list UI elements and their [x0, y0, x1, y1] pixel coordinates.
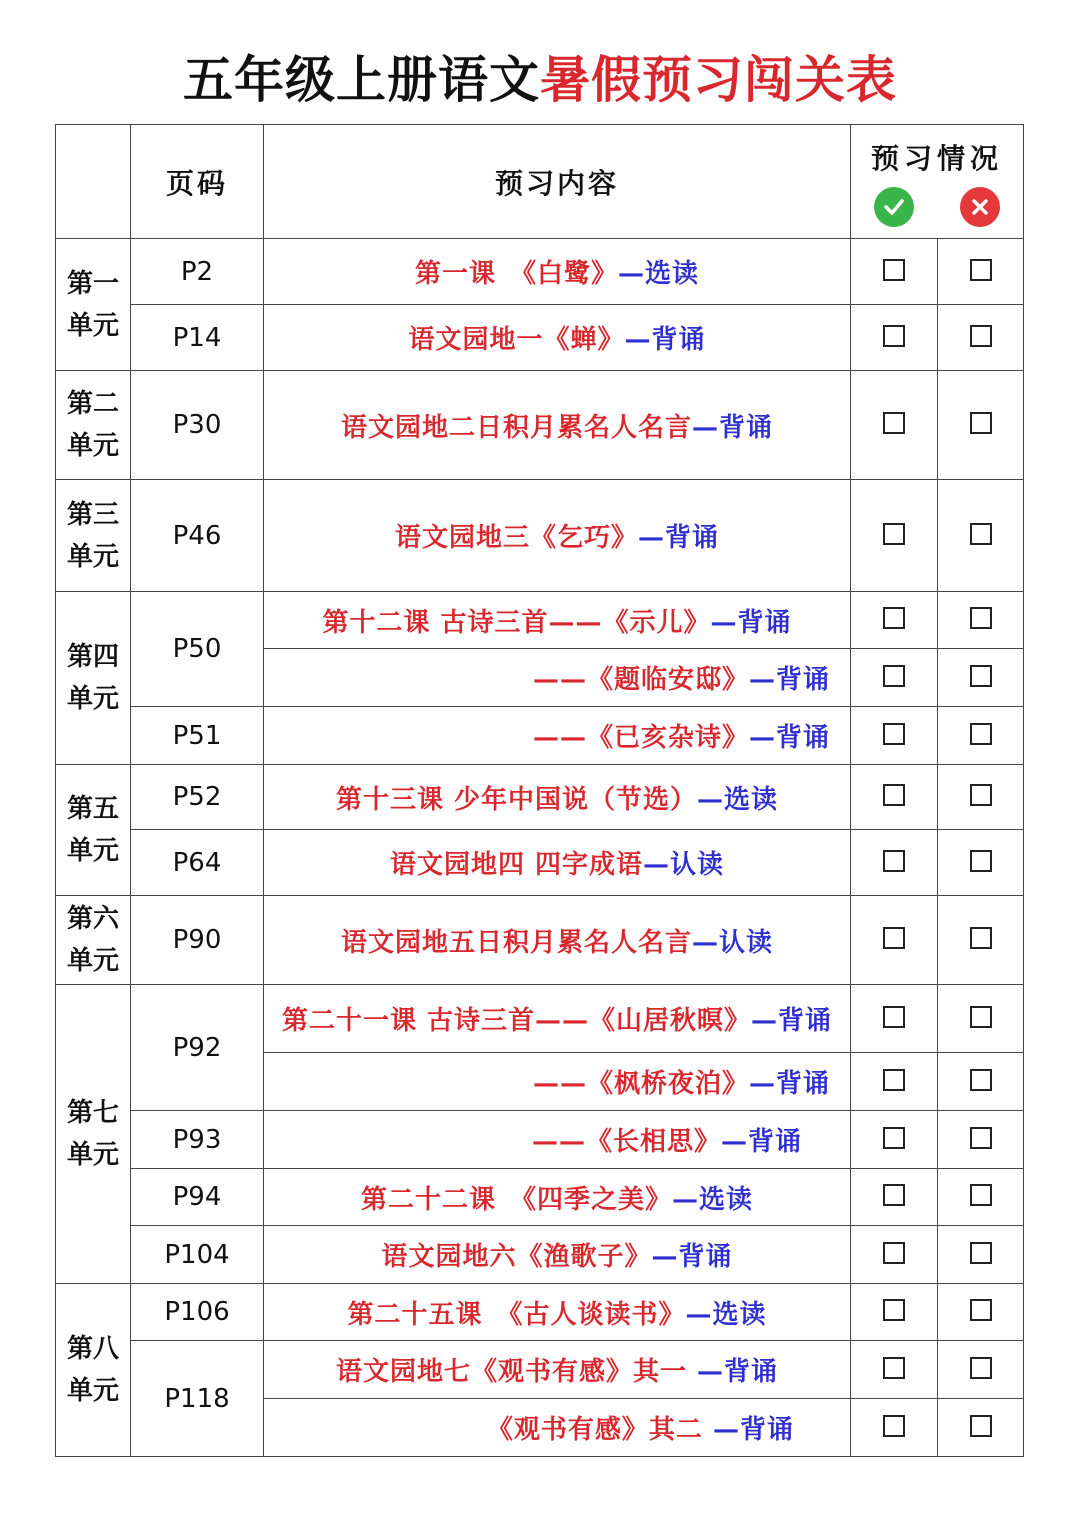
done-cell [851, 896, 938, 985]
done-checkbox[interactable] [883, 723, 905, 745]
not-done-checkbox[interactable] [970, 665, 992, 687]
done-checkbox[interactable] [883, 1415, 905, 1437]
not-done-checkbox[interactable] [970, 523, 992, 545]
table-row [56, 592, 1024, 649]
table-row [56, 985, 1024, 1053]
content-red: 语文园地六《渔歌子》 [381, 1242, 652, 1272]
content-blue: —认读 [643, 850, 725, 880]
not-done-cell [938, 830, 1024, 896]
not-done-checkbox[interactable] [970, 325, 992, 347]
content-cell [264, 371, 851, 480]
page-cell: P92 [131, 985, 264, 1111]
unit-cell: 第六 单元 [56, 896, 131, 985]
page-cell: P118 [131, 1341, 264, 1457]
content-blue: —选读 [618, 259, 700, 289]
done-cell [851, 1399, 938, 1457]
content-cell [264, 1169, 851, 1226]
done-checkbox[interactable] [883, 665, 905, 687]
not-done-checkbox[interactable] [970, 1127, 992, 1149]
page-cell: P52 [131, 765, 264, 830]
done-cell [851, 765, 938, 830]
page-cell: P94 [131, 1169, 264, 1226]
header-unit [56, 125, 131, 239]
content-blue: —背诵 [651, 1242, 733, 1272]
content-blue: —背诵 [710, 607, 792, 638]
content-cell [264, 765, 851, 830]
content-blue: —背诵 [751, 1006, 833, 1036]
not-done-checkbox[interactable] [970, 259, 992, 281]
header-status-label: 预习情况 [871, 141, 1004, 175]
content-cell [264, 1284, 851, 1341]
content-red: 第二十一课 古诗三首——《山居秋暝》 [281, 1006, 752, 1036]
content-red: 语文园地一《蝉》 [408, 325, 625, 355]
done-checkbox[interactable] [883, 259, 905, 281]
header-content: 预习内容 [264, 125, 851, 239]
done-checkbox[interactable] [883, 1184, 905, 1206]
done-cell [851, 371, 938, 480]
not-done-cell [938, 707, 1024, 765]
page-cell: P64 [131, 830, 264, 896]
page-cell: P46 [131, 480, 264, 592]
not-done-checkbox[interactable] [970, 1069, 992, 1091]
content-red: ——《枫桥夜泊》 [532, 1069, 749, 1099]
done-cell [851, 830, 938, 896]
done-cell [851, 1284, 938, 1341]
header-page: 页码 [131, 125, 264, 239]
not-done-checkbox[interactable] [970, 1357, 992, 1379]
table-row [56, 830, 1024, 896]
not-done-checkbox[interactable] [970, 850, 992, 872]
check-icon [874, 187, 914, 227]
table-row [56, 1284, 1024, 1341]
done-cell [851, 1111, 938, 1169]
done-checkbox[interactable] [883, 1006, 905, 1028]
cross-icon [960, 187, 1000, 227]
content-red: ——《长相思》 [531, 1127, 721, 1157]
table-row [56, 1226, 1024, 1284]
content-red: 第十三课 少年中国说（节选） [335, 784, 698, 815]
page-cell: P104 [131, 1226, 264, 1284]
content-cell [264, 1341, 851, 1399]
page-cell: P106 [131, 1284, 264, 1341]
page-cell: P30 [131, 371, 264, 480]
unit-cell: 第二 单元 [56, 371, 131, 480]
study-plan-table [55, 124, 1024, 1457]
header-status [851, 125, 1024, 239]
content-cell [264, 896, 851, 985]
not-done-checkbox[interactable] [970, 927, 992, 949]
page-cell: P93 [131, 1111, 264, 1169]
not-done-checkbox[interactable] [970, 1006, 992, 1028]
not-done-checkbox[interactable] [970, 607, 992, 629]
not-done-cell [938, 896, 1024, 985]
not-done-cell [938, 985, 1024, 1053]
content-blue: —背诵 [712, 1415, 794, 1445]
content-cell [264, 649, 851, 707]
unit-cell: 第五 单元 [56, 765, 131, 896]
not-done-checkbox[interactable] [970, 1415, 992, 1437]
done-cell [851, 649, 938, 707]
content-red: 语文园地七《观书有感》其一 [335, 1357, 698, 1387]
content-cell [264, 985, 851, 1053]
done-checkbox[interactable] [883, 607, 905, 629]
page-cell: P2 [131, 239, 264, 305]
not-done-checkbox[interactable] [970, 784, 992, 806]
table-row [56, 1169, 1024, 1226]
done-checkbox[interactable] [883, 412, 905, 434]
done-cell [851, 1169, 938, 1226]
done-checkbox[interactable] [883, 523, 905, 545]
done-cell [851, 592, 938, 649]
not-done-cell [938, 1053, 1024, 1111]
content-red: ——《题临安邸》 [532, 665, 749, 695]
table-row [56, 765, 1024, 830]
done-cell [851, 707, 938, 765]
done-cell [851, 480, 938, 592]
content-cell [264, 1111, 851, 1169]
not-done-cell [938, 1111, 1024, 1169]
table-row [56, 371, 1024, 480]
content-blue: —背诵 [748, 723, 830, 753]
done-checkbox[interactable] [883, 1242, 905, 1264]
done-checkbox[interactable] [883, 325, 905, 347]
done-checkbox[interactable] [883, 1299, 905, 1321]
content-blue: —选读 [685, 1299, 767, 1330]
not-done-cell [938, 480, 1024, 592]
title-red-part: 暑假预习闯关表 [540, 50, 897, 109]
not-done-checkbox[interactable] [970, 1299, 992, 1321]
done-cell [851, 1053, 938, 1111]
table-row [56, 239, 1024, 305]
not-done-cell [938, 1341, 1024, 1399]
content-cell [264, 1226, 851, 1284]
content-blue: —选读 [672, 1184, 754, 1215]
not-done-checkbox[interactable] [970, 1242, 992, 1264]
content-cell [264, 1399, 851, 1457]
done-cell [851, 305, 938, 371]
content-cell [264, 305, 851, 371]
content-cell [264, 830, 851, 896]
content-blue: —选读 [697, 784, 779, 815]
done-cell [851, 1226, 938, 1284]
content-cell [264, 480, 851, 592]
content-blue: —背诵 [748, 1069, 830, 1099]
not-done-cell [938, 1399, 1024, 1457]
page-title [0, 40, 1080, 120]
title-black-part: 五年级上册语文 [183, 50, 540, 109]
content-blue: —认读 [692, 927, 774, 958]
not-done-cell [938, 649, 1024, 707]
page-cell: P50 [131, 592, 264, 707]
not-done-cell [938, 1226, 1024, 1284]
not-done-checkbox[interactable] [970, 412, 992, 434]
done-checkbox[interactable] [883, 784, 905, 806]
not-done-cell [938, 592, 1024, 649]
content-red: 《观书有感》其二 [486, 1415, 713, 1445]
unit-cell: 第一 单元 [56, 239, 131, 371]
table-row [56, 305, 1024, 371]
content-blue: —背诵 [748, 665, 830, 695]
done-checkbox[interactable] [883, 927, 905, 949]
content-red: 语文园地二日积月累名人名言 [340, 412, 692, 443]
content-red: ——《已亥杂诗》 [532, 723, 749, 753]
table-row [56, 480, 1024, 592]
done-cell [851, 985, 938, 1053]
not-done-checkbox[interactable] [970, 723, 992, 745]
table-row [56, 1341, 1024, 1399]
not-done-cell [938, 1284, 1024, 1341]
unit-cell: 第四 单元 [56, 592, 131, 765]
content-red: 第十二课 古诗三首——《示儿》 [322, 607, 711, 638]
content-blue: —背诵 [692, 412, 774, 443]
unit-cell: 第三 单元 [56, 480, 131, 592]
content-blue: —背诵 [697, 1357, 779, 1387]
not-done-cell [938, 765, 1024, 830]
page-cell: P90 [131, 896, 264, 985]
content-blue: —背诵 [638, 523, 720, 553]
done-checkbox[interactable] [883, 1357, 905, 1379]
table-row [56, 896, 1024, 985]
content-cell [264, 1053, 851, 1111]
done-cell [851, 239, 938, 305]
done-checkbox[interactable] [883, 850, 905, 872]
content-red: 第一课 《白鹭》 [414, 259, 618, 289]
content-red: 第二十二课 《四季之美》 [360, 1184, 672, 1215]
unit-cell: 第七 单元 [56, 985, 131, 1284]
page-cell: P51 [131, 707, 264, 765]
done-cell [851, 1341, 938, 1399]
content-cell [264, 707, 851, 765]
content-red: 第二十五课 《古人谈读书》 [347, 1299, 686, 1330]
content-cell [264, 592, 851, 649]
content-red: 语文园地五日积月累名人名言 [340, 927, 692, 958]
page-cell: P14 [131, 305, 264, 371]
unit-cell: 第八 单元 [56, 1284, 131, 1457]
not-done-cell [938, 1169, 1024, 1226]
content-blue: —背诵 [624, 325, 706, 355]
content-blue: —背诵 [720, 1127, 802, 1157]
content-cell [264, 239, 851, 305]
not-done-cell [938, 371, 1024, 480]
header-row [56, 125, 1024, 239]
table-row [56, 707, 1024, 765]
not-done-cell [938, 239, 1024, 305]
done-checkbox[interactable] [883, 1069, 905, 1091]
not-done-cell [938, 305, 1024, 371]
content-red: 语文园地四 四字成语 [389, 850, 644, 880]
content-red: 语文园地三《乞巧》 [394, 523, 638, 553]
done-checkbox[interactable] [883, 1127, 905, 1149]
not-done-checkbox[interactable] [970, 1184, 992, 1206]
table-row [56, 1111, 1024, 1169]
